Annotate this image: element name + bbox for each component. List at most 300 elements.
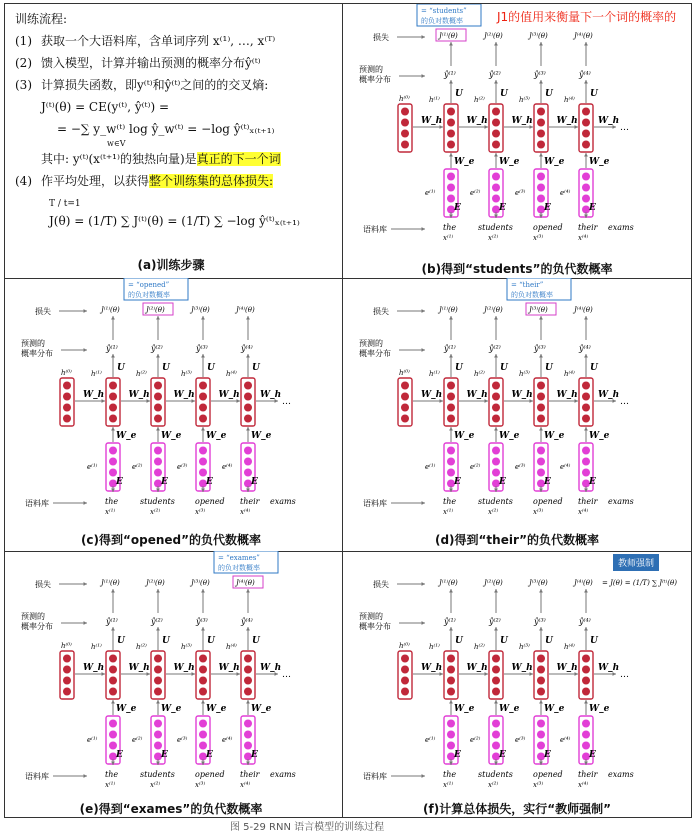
embed-cell-dot <box>537 447 545 455</box>
note-one-hot: 其中: y⁽ᵗ⁾(x⁽ᵗ⁺¹⁾的独热向量)是真正的下一个词 <box>41 152 281 166</box>
e-label: E <box>544 203 551 213</box>
embed-cell-dot <box>492 195 500 203</box>
pred-label-2: 概率分布 <box>359 622 391 631</box>
hidden-cell-dot <box>244 393 252 401</box>
h0-cell-dot <box>401 130 409 138</box>
e-label: E <box>499 477 506 487</box>
hidden-cell-dot <box>582 666 590 674</box>
corpus-word: their <box>578 770 598 779</box>
input-label: x⁽¹⁾ <box>443 508 454 516</box>
we-label: W_e <box>499 704 520 714</box>
total-loss: = J(θ) = (1/T) ∑ J⁽ᵗ⁾(θ) <box>602 579 677 587</box>
hidden-cell-dot <box>154 688 162 696</box>
embed-cell-dot <box>199 447 207 455</box>
corpus-word: opened <box>195 497 225 506</box>
u-label: U <box>162 363 170 373</box>
h0-label: h⁽⁰⁾ <box>61 369 72 377</box>
prediction-label: ŷ⁽⁴⁾ <box>579 344 591 353</box>
we-label: W_e <box>454 431 475 441</box>
embed-label: e⁽⁴⁾ <box>560 736 571 744</box>
hidden-cell-dot <box>537 108 545 116</box>
hidden-cell-dot <box>154 382 162 390</box>
wh-label: W_h <box>260 390 282 400</box>
loss-term: J⁽⁴⁾(θ) <box>236 579 255 587</box>
embed-cell-dot <box>244 469 252 477</box>
hidden-cell-dot <box>154 393 162 401</box>
we-label: W_e <box>251 431 272 441</box>
u-label: U <box>545 363 553 373</box>
loss-term: J⁽²⁾(θ) <box>484 579 503 587</box>
hidden-cell-dot <box>537 130 545 138</box>
corpus-word: students <box>140 497 175 506</box>
hidden-cell-dot <box>244 415 252 423</box>
embed-cell-dot <box>109 447 117 455</box>
we-label: W_e <box>206 431 227 441</box>
prediction-label: ŷ⁽²⁾ <box>489 617 501 626</box>
u-arrow-head <box>246 354 250 358</box>
loss-term: J⁽³⁾(θ) <box>191 306 210 314</box>
prediction-label: ŷ⁽¹⁾ <box>444 617 456 626</box>
hidden-cell-dot <box>537 393 545 401</box>
panel-e <box>5 551 337 817</box>
input-label: x⁽³⁾ <box>533 234 544 242</box>
j-arrow-head <box>201 316 205 320</box>
input-label: x⁽²⁾ <box>150 508 161 516</box>
hidden-cell-dot <box>199 677 207 685</box>
hidden-label: h⁽³⁾ <box>519 370 530 378</box>
j-arrow-head <box>246 589 250 593</box>
u-arrow-head <box>494 354 498 358</box>
pred-label: 预测的 <box>21 612 45 621</box>
hidden-cell-dot <box>109 655 117 663</box>
hidden-cell-dot <box>447 688 455 696</box>
u-label: U <box>590 89 598 99</box>
embed-cell-dot <box>492 720 500 728</box>
embed-cell-dot <box>447 458 455 466</box>
input-label: x⁽¹⁾ <box>105 781 116 789</box>
step-4: (4) 作平均处理，以获得整个训练集的总体损失: <box>15 174 274 188</box>
u-label: U <box>455 636 463 646</box>
pred-label-2: 概率分布 <box>359 75 391 84</box>
embed-cell-dot <box>537 469 545 477</box>
caption-d: (d)得到“their”的负代数概率 <box>434 533 599 547</box>
u-arrow-head <box>201 354 205 358</box>
u-arrow-head <box>584 354 588 358</box>
loss-term: J⁽³⁾(θ) <box>529 579 548 587</box>
input-label: x⁽¹⁾ <box>443 781 454 789</box>
hidden-cell-dot <box>537 666 545 674</box>
prediction-label: ŷ⁽¹⁾ <box>444 70 456 79</box>
hidden-label: h⁽⁴⁾ <box>226 370 237 378</box>
h0-cell-dot <box>63 688 71 696</box>
caption-c: (c)得到“opened”的负代数概率 <box>80 533 262 547</box>
embed-cell-dot <box>244 458 252 466</box>
corpus-pointer-head <box>421 774 425 778</box>
u-label: U <box>590 636 598 646</box>
embed-label: e⁽²⁾ <box>470 189 481 197</box>
embed-cell-dot <box>199 458 207 466</box>
hidden-cell-dot <box>447 404 455 412</box>
embed-cell-dot <box>492 447 500 455</box>
embed-cell-dot <box>492 469 500 477</box>
we-label: W_e <box>161 704 182 714</box>
u-arrow-head <box>449 354 453 358</box>
input-label: x⁽²⁾ <box>488 508 499 516</box>
hidden-label: h⁽⁴⁾ <box>226 643 237 651</box>
hidden-label: h⁽²⁾ <box>136 643 147 651</box>
embed-cell-dot <box>582 720 590 728</box>
pred-pointer-head <box>421 621 425 625</box>
loss-pointer-head <box>83 309 87 313</box>
embed-label: e⁽²⁾ <box>132 463 143 471</box>
j-arrow-head <box>449 316 453 320</box>
wh-label: W_h <box>218 390 240 400</box>
u-label: U <box>252 363 260 373</box>
step-2: (2) 馈入模型，计算并输出预测的概率分布ŷ⁽ᵗ⁾ <box>15 56 261 70</box>
wh-label: W_h <box>218 663 240 673</box>
hidden-cell-dot <box>244 677 252 685</box>
note-word: = “opened” <box>128 281 170 289</box>
embed-cell-dot <box>244 447 252 455</box>
corpus-word: their <box>240 770 260 779</box>
j-arrow-head <box>449 589 453 593</box>
prediction-label: ŷ⁽¹⁾ <box>106 617 118 626</box>
hidden-cell-dot <box>582 415 590 423</box>
wh-label: W_h <box>173 663 195 673</box>
u-label: U <box>590 363 598 373</box>
embed-label: e⁽¹⁾ <box>425 463 436 471</box>
hidden-cell-dot <box>199 655 207 663</box>
hidden-cell-dot <box>492 404 500 412</box>
embed-cell-dot <box>109 720 117 728</box>
embed-cell-dot <box>447 173 455 181</box>
loss-term: J⁽¹⁾(θ) <box>439 32 458 40</box>
e-label: E <box>454 750 461 760</box>
we-arrow-head <box>111 700 115 704</box>
hidden-cell-dot <box>492 108 500 116</box>
input-label: x⁽¹⁾ <box>105 508 116 516</box>
u-label: U <box>455 89 463 99</box>
corpus-word: their <box>578 223 598 232</box>
hidden-cell-dot <box>582 141 590 149</box>
hidden-cell-dot <box>582 655 590 663</box>
embed-cell-dot <box>537 173 545 181</box>
embed-label: e⁽⁴⁾ <box>222 463 233 471</box>
hidden-cell-dot <box>199 666 207 674</box>
input-label: x⁽²⁾ <box>488 234 499 242</box>
we-label: W_e <box>499 157 520 167</box>
embed-cell-dot <box>154 447 162 455</box>
j-arrow-head <box>539 589 543 593</box>
hidden-cell-dot <box>492 393 500 401</box>
prediction-label: ŷ⁽³⁾ <box>196 344 208 353</box>
hidden-cell-dot <box>109 688 117 696</box>
embed-cell-dot <box>537 184 545 192</box>
ellipsis: … <box>620 397 629 407</box>
embed-cell-dot <box>109 458 117 466</box>
loss-term: J⁽³⁾(θ) <box>529 32 548 40</box>
we-label: W_e <box>544 157 565 167</box>
u-label: U <box>545 89 553 99</box>
embed-cell-dot <box>109 742 117 750</box>
hidden-cell-dot <box>447 119 455 127</box>
panel-b <box>343 4 691 276</box>
caption-e: (e)得到“exames”的负代数概率 <box>79 802 263 816</box>
steps-heading: 训练流程: <box>15 12 68 26</box>
panel-c <box>5 278 337 548</box>
we-arrow-head <box>449 427 453 431</box>
input-label: x⁽³⁾ <box>533 781 544 789</box>
h0-label: h⁽⁰⁾ <box>399 95 410 103</box>
prediction-label: ŷ⁽³⁾ <box>534 617 546 626</box>
corpus-label: 语料库 <box>25 772 49 781</box>
note-word: = “students” <box>421 7 467 15</box>
wh-label: W_h <box>128 390 150 400</box>
we-label: W_e <box>161 431 182 441</box>
wh-label: W_h <box>598 663 620 673</box>
embed-label: e⁽¹⁾ <box>425 736 436 744</box>
we-arrow-head <box>246 427 250 431</box>
prediction-label: ŷ⁽¹⁾ <box>444 344 456 353</box>
wh-label: W_h <box>421 116 443 126</box>
u-arrow-head <box>539 354 543 358</box>
rnn-diagram-d <box>343 278 691 548</box>
e-label: E <box>251 750 258 760</box>
hidden-label: h⁽¹⁾ <box>91 370 102 378</box>
wh-label: W_h <box>128 663 150 673</box>
embed-label: e⁽³⁾ <box>515 189 526 197</box>
input-label: x⁽⁴⁾ <box>240 508 251 516</box>
hidden-cell-dot <box>199 404 207 412</box>
equation-average-limits: T / t=1 <box>49 199 81 209</box>
loss-term: J⁽¹⁾(θ) <box>101 306 120 314</box>
wh-label: W_h <box>511 116 533 126</box>
note-word: = “their” <box>511 281 544 289</box>
u-label: U <box>545 636 553 646</box>
u-label: U <box>117 636 125 646</box>
u-arrow-head <box>156 627 160 631</box>
hidden-cell-dot <box>109 393 117 401</box>
embed-cell-dot <box>492 184 500 192</box>
wh-label: W_h <box>598 116 620 126</box>
u-label: U <box>162 636 170 646</box>
loss-term: J⁽²⁾(θ) <box>484 306 503 314</box>
embed-cell-dot <box>537 458 545 466</box>
e-label: E <box>499 203 506 213</box>
caption-b: (b)得到“students”的负代数概率 <box>421 262 613 276</box>
hidden-cell-dot <box>447 415 455 423</box>
e-label: E <box>161 477 168 487</box>
we-label: W_e <box>116 431 137 441</box>
embed-label: e⁽²⁾ <box>132 736 143 744</box>
loss-term: J⁽⁴⁾(θ) <box>574 32 593 40</box>
we-arrow-head <box>584 700 588 704</box>
we-label: W_e <box>251 704 272 714</box>
hidden-label: h⁽¹⁾ <box>429 643 440 651</box>
hidden-cell-dot <box>447 108 455 116</box>
prediction-label: ŷ⁽³⁾ <box>196 617 208 626</box>
ellipsis: … <box>620 123 629 133</box>
we-label: W_e <box>454 157 475 167</box>
panel-a <box>5 4 337 276</box>
embed-label: e⁽²⁾ <box>470 463 481 471</box>
pred-label: 预测的 <box>21 339 45 348</box>
loss-label: 损失 <box>35 307 51 316</box>
we-arrow-head <box>201 700 205 704</box>
hidden-cell-dot <box>537 141 545 149</box>
embed-cell-dot <box>199 731 207 739</box>
loss-label: 损失 <box>373 307 389 316</box>
loss-term: J⁽⁴⁾(θ) <box>236 306 255 314</box>
we-arrow-head <box>494 153 498 157</box>
note-text: 的负对数概率 <box>218 564 260 572</box>
embed-label: e⁽³⁾ <box>177 736 188 744</box>
corpus-word: students <box>478 223 513 232</box>
ellipsis: … <box>620 670 629 680</box>
loss-pointer-head <box>421 582 425 586</box>
e-label: E <box>116 477 123 487</box>
hidden-cell-dot <box>492 688 500 696</box>
u-label: U <box>117 363 125 373</box>
loss-term: J⁽¹⁾(θ) <box>101 579 120 587</box>
we-arrow-head <box>449 700 453 704</box>
wh-label: W_h <box>173 390 195 400</box>
h0-cell-dot <box>401 666 409 674</box>
hidden-cell-dot <box>154 404 162 412</box>
we-label: W_e <box>206 704 227 714</box>
embed-cell-dot <box>582 731 590 739</box>
note-text: 的负对数概率 <box>128 291 170 299</box>
hidden-label: h⁽⁴⁾ <box>564 643 575 651</box>
h0-label: h⁽⁰⁾ <box>399 642 410 650</box>
corpus-word-last: exams <box>608 223 634 232</box>
rnn-diagram-f <box>343 551 691 817</box>
loss-term: J⁽³⁾(θ) <box>529 306 548 314</box>
j-arrow-head <box>539 316 543 320</box>
u-label: U <box>207 636 215 646</box>
hidden-cell-dot <box>582 688 590 696</box>
loss-term: J⁽⁴⁾(θ) <box>574 579 593 587</box>
corpus-word: opened <box>533 770 563 779</box>
loss-term: J⁽³⁾(θ) <box>191 579 210 587</box>
hidden-label: h⁽¹⁾ <box>91 643 102 651</box>
embed-cell-dot <box>109 469 117 477</box>
embed-cell-dot <box>492 458 500 466</box>
input-label: x⁽⁴⁾ <box>578 781 589 789</box>
hidden-cell-dot <box>109 382 117 390</box>
we-label: W_e <box>116 704 137 714</box>
we-label: W_e <box>589 704 610 714</box>
we-arrow-head <box>494 427 498 431</box>
hidden-cell-dot <box>109 415 117 423</box>
we-label: W_e <box>544 431 565 441</box>
loss-pointer-head <box>421 35 425 39</box>
input-label: x⁽²⁾ <box>150 781 161 789</box>
prediction-label: ŷ⁽⁴⁾ <box>579 70 591 79</box>
hidden-label: h⁽¹⁾ <box>429 96 440 104</box>
hidden-cell-dot <box>199 415 207 423</box>
embed-cell-dot <box>154 458 162 466</box>
corpus-label: 语料库 <box>363 499 387 508</box>
input-label: x⁽³⁾ <box>533 508 544 516</box>
equation-average: J(θ) = (1/T) ∑ J⁽ᵗ⁾(θ) = (1/T) ∑ −log ŷ⁽ᵗ⁾ₓ₍ₜ₊₁₎ <box>49 214 300 228</box>
embed-cell-dot <box>537 195 545 203</box>
embed-cell-dot <box>582 447 590 455</box>
u-arrow-head <box>494 627 498 631</box>
h0-cell-dot <box>63 655 71 663</box>
e-label: E <box>544 477 551 487</box>
hidden-cell-dot <box>244 404 252 412</box>
hidden-cell-dot <box>447 141 455 149</box>
hidden-cell-dot <box>492 382 500 390</box>
u-arrow-head <box>494 80 498 84</box>
corpus-label: 语料库 <box>25 499 49 508</box>
we-label: W_e <box>544 704 565 714</box>
embed-cell-dot <box>537 731 545 739</box>
hidden-label: h⁽²⁾ <box>136 370 147 378</box>
embed-cell-dot <box>244 731 252 739</box>
we-arrow-head <box>201 427 205 431</box>
embed-label: e⁽⁴⁾ <box>560 189 571 197</box>
hidden-cell-dot <box>492 666 500 674</box>
u-label: U <box>500 89 508 99</box>
we-arrow-head <box>539 153 543 157</box>
hidden-cell-dot <box>154 415 162 423</box>
e-label: E <box>454 477 461 487</box>
embed-cell-dot <box>582 742 590 750</box>
input-label: x⁽⁴⁾ <box>240 781 251 789</box>
we-arrow-head <box>494 700 498 704</box>
corpus-word: the <box>443 770 457 779</box>
ellipsis: … <box>282 670 291 680</box>
embed-cell-dot <box>154 742 162 750</box>
embed-cell-dot <box>492 742 500 750</box>
embed-label: e⁽⁴⁾ <box>560 463 571 471</box>
wh-label: W_h <box>598 390 620 400</box>
embed-cell-dot <box>582 195 590 203</box>
hidden-label: h⁽⁴⁾ <box>564 96 575 104</box>
pred-label-2: 概率分布 <box>21 349 53 358</box>
hidden-cell-dot <box>582 382 590 390</box>
u-label: U <box>252 636 260 646</box>
hidden-cell-dot <box>447 666 455 674</box>
embed-cell-dot <box>244 720 252 728</box>
pred-pointer-head <box>83 348 87 352</box>
loss-term: J⁽⁴⁾(θ) <box>574 306 593 314</box>
j-arrow-head <box>494 316 498 320</box>
wh-label: W_h <box>260 663 282 673</box>
corpus-word-last: exams <box>270 770 296 779</box>
h0-cell-dot <box>401 119 409 127</box>
wh-label: W_h <box>83 390 105 400</box>
hidden-label: h⁽¹⁾ <box>429 370 440 378</box>
we-label: W_e <box>589 431 610 441</box>
hidden-label: h⁽³⁾ <box>519 643 530 651</box>
embed-label: e⁽³⁾ <box>515 736 526 744</box>
corpus-label: 语料库 <box>363 225 387 234</box>
note-word: = “exames” <box>218 554 260 562</box>
corpus-pointer-head <box>421 227 425 231</box>
corpus-word: opened <box>533 497 563 506</box>
j-arrow-head <box>156 589 160 593</box>
embed-cell-dot <box>447 720 455 728</box>
embed-label: e⁽³⁾ <box>515 463 526 471</box>
pred-label-2: 概率分布 <box>359 349 391 358</box>
embed-cell-dot <box>244 742 252 750</box>
hidden-cell-dot <box>582 393 590 401</box>
hidden-cell-dot <box>582 119 590 127</box>
wh-label: W_h <box>556 116 578 126</box>
